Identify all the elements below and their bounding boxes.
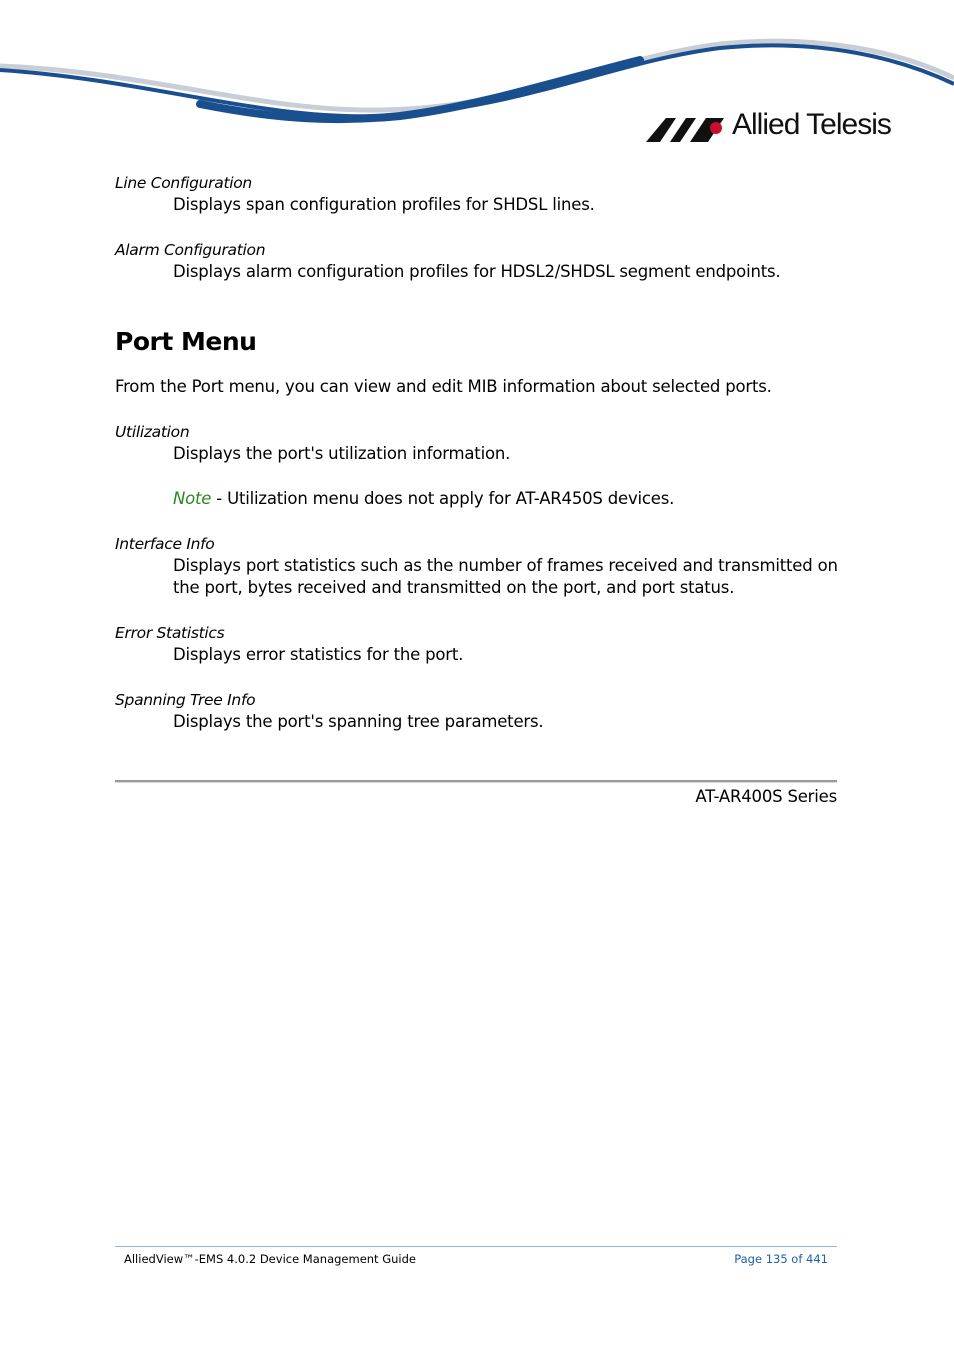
footer-divider [115,1246,837,1247]
series-divider [115,780,837,783]
definition-item [115,689,840,733]
logo-wordmark: Allied Telesis [732,108,891,141]
desc-line-configuration: Displays span configuration profiles for SHDSL lines. [173,195,595,214]
term-spanning-tree-info: Spanning Tree Info [115,691,256,709]
section-intro: From the Port menu, you can view and edit MIB information about selected ports. [115,377,772,396]
definition-item [115,421,840,510]
desc-spanning-tree-info: Displays the port's spanning tree parameters. [173,712,544,731]
term-line-configuration: Line Configuration [115,174,252,192]
desc-utilization: Displays the port's utilization information. [173,444,511,463]
footer-page-number: Page 135 of 441 [734,1252,828,1266]
term-alarm-configuration: Alarm Configuration [115,241,266,259]
definition-item [115,172,840,216]
desc-error-statistics: Displays error statistics for the port. [173,645,464,664]
definition-item [115,239,840,283]
footer-guide-title: AlliedView™-EMS 4.0.2 Device Management Guide [124,1252,416,1266]
note [173,488,840,510]
desc-interface-info: Displays port statistics such as the number of frames received and transmitted on the port, bytes received and transmitted on the port, and port status. [173,556,838,597]
desc-alarm-configuration: Displays alarm configuration profiles for HDSL2/SHDSL segment endpoints. [173,262,781,281]
term-interface-info: Interface Info [115,535,215,553]
term-utilization: Utilization [115,423,190,441]
series-label: AT-AR400S Series [695,787,837,806]
note-text: - Utilization menu does not apply for AT-AR450S devices. [211,489,675,508]
definition-item [115,622,840,666]
allied-telesis-logo [646,110,906,146]
definition-item [115,533,840,599]
section-title: Port Menu [115,327,257,356]
page-content [115,172,840,733]
note-label: Note [173,489,212,508]
term-error-statistics: Error Statistics [115,624,225,642]
